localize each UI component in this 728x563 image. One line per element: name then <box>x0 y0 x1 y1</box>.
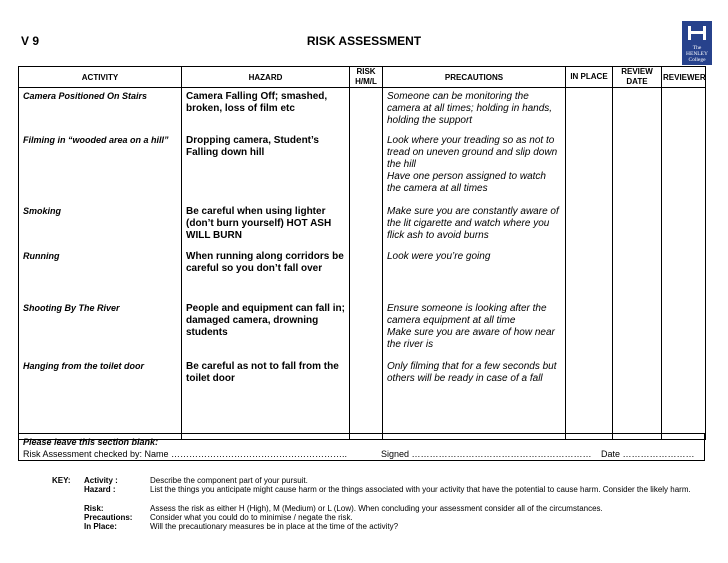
table-header-row <box>19 67 706 88</box>
hazard-cell: Be careful as not to fall from the toilet door <box>182 358 350 440</box>
in-place-cell <box>566 203 613 248</box>
risk-cell <box>350 203 383 248</box>
review-section <box>18 433 705 461</box>
precautions-cell: Only filming that for a few seconds but others will be ready in case of a fall <box>383 358 566 440</box>
precautions-cell <box>383 132 566 203</box>
activity-cell: Running <box>19 248 182 300</box>
in-place-cell <box>566 358 613 440</box>
hazard-cell: When running along corridors be careful so you don’t fall over <box>182 248 350 300</box>
activity-cell: Shooting By The River <box>19 300 182 358</box>
hazard-cell: Dropping camera, Student’s Falling down hill <box>182 132 350 203</box>
in-place-cell <box>566 300 613 358</box>
reviewer-cell <box>662 132 706 203</box>
risk-cell <box>350 88 383 132</box>
key-label: KEY: <box>52 476 71 485</box>
in-place-cell <box>566 88 613 132</box>
hazard-cell: Be careful when using lighter (don’t burn yourself) HOT ASH WILL BURN <box>182 203 350 248</box>
review-date-cell <box>613 358 662 440</box>
logo-emblem-icon <box>688 26 706 40</box>
review-date-cell <box>613 88 662 132</box>
checked-by-field[interactable]: Risk Assessment checked by: Name ………………………………………………….. <box>23 449 348 459</box>
review-date-cell <box>613 132 662 203</box>
key-term: Precautions: <box>84 513 133 522</box>
risk-cell <box>350 358 383 440</box>
activity-cell: Camera Positioned On Stairs <box>19 88 182 132</box>
risk-cell <box>350 248 383 300</box>
risk-table <box>18 66 706 440</box>
col-in-place: IN PLACE <box>566 67 613 88</box>
table-row <box>19 358 706 440</box>
activity-cell: Filming in “wooded area on a hill” <box>19 132 182 203</box>
col-activity: ACTIVITY <box>19 67 182 88</box>
precautions-cell: Someone can be monitoring the camera at all times; holding in hands, holding the support <box>383 88 566 132</box>
col-risk: RISK H/M/L <box>350 67 383 88</box>
page-title: RISK ASSESSMENT <box>306 34 422 48</box>
hazard-cell: Camera Falling Off; smashed, broken, loss of film etc <box>182 88 350 132</box>
key-desc: Consider what you could do to minimise / negate the risk. <box>150 513 353 522</box>
logo-text-1: The <box>692 45 702 51</box>
key-term: Hazard : <box>84 485 116 494</box>
date-field[interactable]: Date …………………… <box>601 449 695 459</box>
risk-cell <box>350 132 383 203</box>
key-desc: Describe the component part of your pursuit. <box>150 476 308 485</box>
reviewer-cell <box>662 203 706 248</box>
reviewer-cell <box>662 358 706 440</box>
college-logo <box>682 21 712 65</box>
key-term: Activity : <box>84 476 118 485</box>
precautions-cell: Look were you’re going <box>383 248 566 300</box>
form-version: V 9 <box>21 34 40 48</box>
in-place-cell <box>566 248 613 300</box>
table-row <box>19 203 706 248</box>
reviewer-cell <box>662 300 706 358</box>
table-row <box>19 132 706 203</box>
logo-text-2: HENLEY <box>686 51 708 57</box>
risk-cell <box>350 300 383 358</box>
table-row <box>19 300 706 358</box>
review-date-cell <box>613 248 662 300</box>
precautions-cell: Make sure you are constantly aware of the lit cigarette and watch where you flick ash to avoid burns <box>383 203 566 248</box>
in-place-cell <box>566 132 613 203</box>
col-reviewer: REVIEWER <box>662 67 706 88</box>
reviewer-cell <box>662 248 706 300</box>
table-row <box>19 248 706 300</box>
col-precautions: PRECAUTIONS <box>383 67 566 88</box>
key-term: In Place: <box>84 522 117 531</box>
hazard-cell: People and equipment can fall in; damaged camera, drowning students <box>182 300 350 358</box>
col-hazard: HAZARD <box>182 67 350 88</box>
col-review-date: REVIEW DATE <box>613 67 662 88</box>
review-date-cell <box>613 203 662 248</box>
precaution-line: Look where your treading so as not to tread on uneven ground and slip down the hill Have one person assigned to watch the camera at all times <box>387 134 558 194</box>
precautions-cell <box>383 300 566 358</box>
logo-text-3: College <box>688 57 706 63</box>
activity-cell: Hanging from the toilet door <box>19 358 182 440</box>
precaution-line: Ensure someone is looking after the camera equipment at all time Make sure you are aware of how near the river is <box>387 302 555 350</box>
key-desc: Assess the risk as either H (High), M (Medium) or L (Low). When concluding your assessment consider all of the circumstances. <box>150 504 603 513</box>
signed-field[interactable]: Signed …………………………………………………… <box>381 449 592 459</box>
blank-note: Please leave this section blank: <box>23 437 159 447</box>
table-row <box>19 88 706 132</box>
review-date-cell <box>613 300 662 358</box>
activity-cell: Smoking <box>19 203 182 248</box>
reviewer-cell <box>662 88 706 132</box>
key-term: Risk: <box>84 504 104 513</box>
key-desc: List the things you anticipate might cause harm or the things associated with your activity that have the potential to cause harm. Consider the likely harm. <box>150 485 691 494</box>
key-desc: Will the precautionary measures be in place at the time of the activity? <box>150 522 399 531</box>
